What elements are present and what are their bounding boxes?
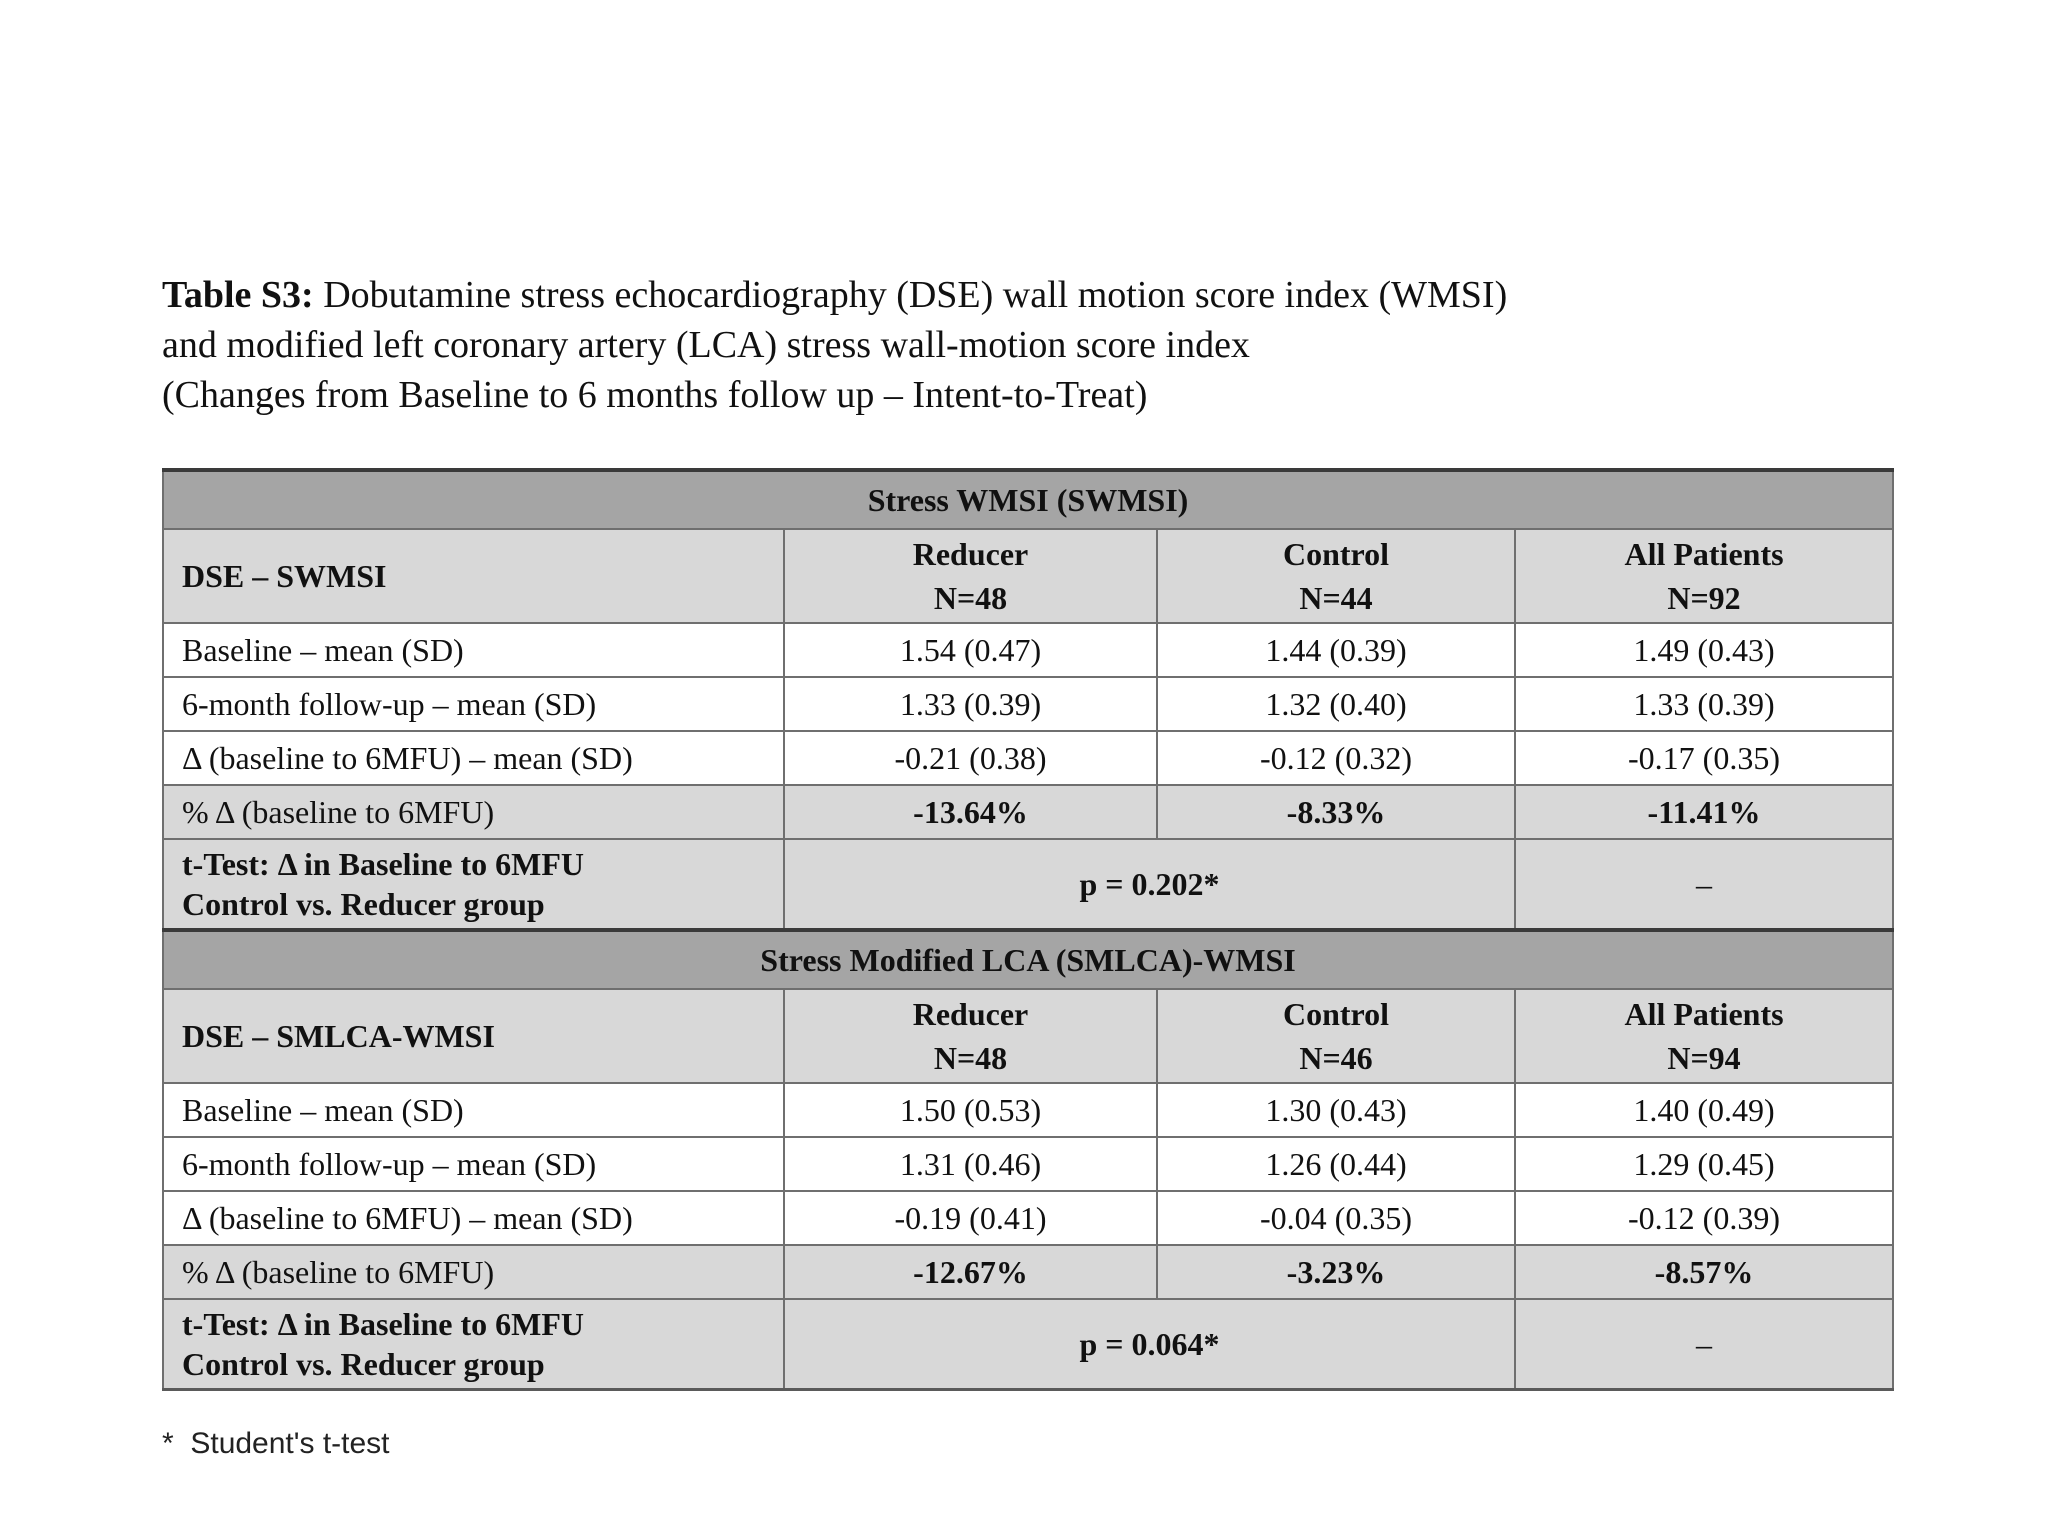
column-n: N=48 — [933, 1040, 1008, 1076]
footnote: * Student's t-test — [162, 1427, 390, 1460]
cell-all-patients: 1.49 (0.43) — [1515, 623, 1893, 677]
cell-control: 1.26 (0.44) — [1157, 1137, 1515, 1191]
cell-reducer: -12.67% — [784, 1245, 1157, 1299]
caption-line-3: (Changes from Baseline to 6 months follow up – Intent-to-Treat) — [162, 374, 1148, 416]
column-header-row — [163, 529, 1893, 623]
column-n: N=94 — [1667, 1040, 1741, 1076]
cell-all-patients: – — [1515, 1299, 1893, 1390]
column-name: Reducer — [912, 536, 1029, 572]
cell-reducer: 1.50 (0.53) — [784, 1083, 1157, 1137]
row-label: Δ (baseline to 6MFU) – mean (SD) — [163, 1191, 784, 1245]
caption-line-2: and modified left coronary artery (LCA) stress wall-motion score index — [162, 324, 1250, 366]
column-n: N=44 — [1299, 580, 1373, 616]
column-name: Reducer — [912, 996, 1029, 1032]
cell-control: 1.30 (0.43) — [1157, 1083, 1515, 1137]
header-label: DSE – SWMSI — [163, 529, 784, 623]
column-name: Control — [1282, 536, 1390, 572]
column-header-reducer — [784, 989, 1157, 1083]
column-header-row — [163, 989, 1893, 1083]
table-row — [163, 1191, 1893, 1245]
cell-all-patients: – — [1515, 839, 1893, 930]
cell-reducer: -0.19 (0.41) — [784, 1191, 1157, 1245]
cell-all-patients: 1.29 (0.45) — [1515, 1137, 1893, 1191]
ttest-label — [163, 1299, 784, 1390]
results-table — [162, 468, 1894, 1391]
column-header-control — [1157, 989, 1515, 1083]
ttest-label-line-1: t-Test: Δ in Baseline to 6MFU — [182, 1306, 584, 1342]
cell-reducer: 1.31 (0.46) — [784, 1137, 1157, 1191]
cell-control: 1.32 (0.40) — [1157, 677, 1515, 731]
row-label: % Δ (baseline to 6MFU) — [163, 1245, 784, 1299]
caption-line-1 — [162, 270, 1912, 320]
column-header-all-patients — [1515, 989, 1893, 1083]
column-header-all-patients — [1515, 529, 1893, 623]
caption-line-1-text: Dobutamine stress echocardiography (DSE) wall motion score index (WMSI) — [313, 274, 1508, 316]
section-title: Stress Modified LCA (SMLCA)-WMSI — [163, 930, 1893, 989]
ttest-label — [163, 839, 784, 930]
column-name: All Patients — [1624, 536, 1784, 572]
table-caption — [162, 270, 1912, 420]
section-title: Stress WMSI (SWMSI) — [163, 470, 1893, 529]
p-value: p = 0.202* — [784, 839, 1515, 930]
column-n: N=92 — [1667, 580, 1741, 616]
cell-all-patients: 1.40 (0.49) — [1515, 1083, 1893, 1137]
table-row — [163, 731, 1893, 785]
ttest-row — [163, 1299, 1893, 1390]
table-row — [163, 1137, 1893, 1191]
ttest-label-line-1: t-Test: Δ in Baseline to 6MFU — [182, 846, 584, 882]
cell-all-patients: 1.33 (0.39) — [1515, 677, 1893, 731]
cell-reducer: -0.21 (0.38) — [784, 731, 1157, 785]
row-label: Baseline – mean (SD) — [163, 623, 784, 677]
row-label: 6-month follow-up – mean (SD) — [163, 677, 784, 731]
row-label: % Δ (baseline to 6MFU) — [163, 785, 784, 839]
ttest-row — [163, 839, 1893, 930]
table-row — [163, 623, 1893, 677]
cell-control: -8.33% — [1157, 785, 1515, 839]
cell-all-patients: -0.12 (0.39) — [1515, 1191, 1893, 1245]
column-name: All Patients — [1624, 996, 1784, 1032]
column-n: N=48 — [933, 580, 1008, 616]
percent-change-row — [163, 785, 1893, 839]
column-header-reducer — [784, 529, 1157, 623]
cell-control: -0.04 (0.35) — [1157, 1191, 1515, 1245]
column-header-control — [1157, 529, 1515, 623]
cell-reducer: 1.33 (0.39) — [784, 677, 1157, 731]
cell-all-patients: -8.57% — [1515, 1245, 1893, 1299]
cell-all-patients: -0.17 (0.35) — [1515, 731, 1893, 785]
row-label: Baseline – mean (SD) — [163, 1083, 784, 1137]
p-value: p = 0.064* — [784, 1299, 1515, 1390]
row-label: Δ (baseline to 6MFU) – mean (SD) — [163, 731, 784, 785]
cell-reducer: -13.64% — [784, 785, 1157, 839]
section-header-row — [163, 930, 1893, 989]
table-row — [163, 677, 1893, 731]
column-name: Control — [1282, 996, 1390, 1032]
cell-control: -3.23% — [1157, 1245, 1515, 1299]
cell-reducer: 1.54 (0.47) — [784, 623, 1157, 677]
cell-control: 1.44 (0.39) — [1157, 623, 1515, 677]
caption-label: Table S3: — [162, 274, 314, 316]
table-row — [163, 1083, 1893, 1137]
column-n: N=46 — [1299, 1040, 1373, 1076]
ttest-label-line-2: Control vs. Reducer group — [182, 1346, 545, 1382]
ttest-label-line-2: Control vs. Reducer group — [182, 886, 545, 922]
row-label: 6-month follow-up – mean (SD) — [163, 1137, 784, 1191]
percent-change-row — [163, 1245, 1893, 1299]
cell-control: -0.12 (0.32) — [1157, 731, 1515, 785]
cell-all-patients: -11.41% — [1515, 785, 1893, 839]
section-header-row — [163, 470, 1893, 529]
header-label: DSE – SMLCA-WMSI — [163, 989, 784, 1083]
